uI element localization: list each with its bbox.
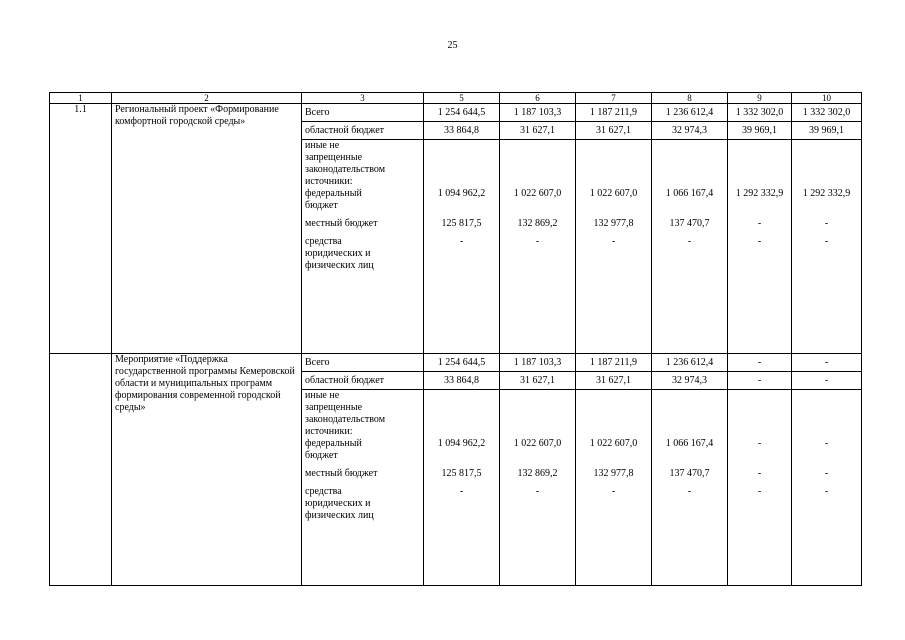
value-stack: [792, 140, 862, 354]
value-stack: [728, 390, 792, 586]
value-cell: 1 094 962,2: [437, 438, 486, 449]
value-cell: -: [792, 354, 862, 372]
federal-label: федеральный: [305, 438, 362, 449]
value-cell: -: [611, 486, 616, 497]
item-name: Мероприятие «Поддержка государственной программы Кемеровской области и муниципальных программ формирования современной городской среды»: [112, 354, 302, 586]
value-cell: 1 332 302,0: [792, 104, 862, 122]
value-cell: -: [728, 372, 792, 390]
value-cell: -: [459, 236, 464, 247]
value-cell: 39 969,1: [728, 122, 792, 140]
legal-label: юридических и: [305, 498, 371, 509]
item-number: 1.1: [50, 104, 112, 354]
value-cell: 32 974,3: [652, 372, 728, 390]
legal-label: юридических и: [305, 248, 371, 259]
value-cell: -: [824, 486, 829, 497]
value-cell: 31 627,1: [576, 122, 652, 140]
value-cell: 125 817,5: [441, 218, 482, 229]
value-stack: [424, 140, 500, 354]
value-cell: 1 066 167,4: [665, 438, 714, 449]
value-cell: -: [535, 486, 540, 497]
value-cell: 39 969,1: [792, 122, 862, 140]
column-number: 8: [652, 93, 728, 104]
value-cell: 137 470,7: [669, 218, 710, 229]
value-cell: -: [824, 468, 829, 479]
total-row: [50, 104, 862, 122]
row-label: областной бюджет: [302, 372, 424, 390]
value-stack: [728, 140, 792, 354]
value-stack: [500, 390, 576, 586]
other-sources-line: законодательством: [305, 164, 386, 175]
legal-label: физических лиц: [305, 510, 374, 521]
value-cell: -: [687, 486, 692, 497]
local-label: местный бюджет: [305, 218, 378, 229]
legal-label: средства: [305, 236, 342, 247]
budget-table: [49, 92, 862, 586]
value-cell: -: [757, 486, 762, 497]
value-cell: 125 817,5: [441, 468, 482, 479]
row-label: областной бюджет: [302, 122, 424, 140]
value-cell: 1 236 612,4: [652, 354, 728, 372]
total-row: [50, 354, 862, 372]
value-cell: 1 094 962,2: [437, 188, 486, 199]
value-cell: -: [757, 236, 762, 247]
value-cell: 31 627,1: [500, 122, 576, 140]
item-number: [50, 354, 112, 586]
item-name: Региональный проект «Формирование комфортной городской среды»: [112, 104, 302, 354]
value-cell: -: [459, 486, 464, 497]
value-stack: [424, 390, 500, 586]
value-cell: -: [611, 236, 616, 247]
value-cell: -: [757, 218, 762, 229]
value-cell: 132 869,2: [517, 468, 558, 479]
value-cell: 1 292 332,9: [802, 188, 851, 199]
local-label: местный бюджет: [305, 468, 378, 479]
value-cell: -: [687, 236, 692, 247]
value-cell: -: [824, 438, 829, 449]
value-cell: 1 187 211,9: [576, 104, 652, 122]
value-cell: 132 977,8: [593, 468, 634, 479]
value-cell: 31 627,1: [576, 372, 652, 390]
value-cell: 33 864,8: [424, 122, 500, 140]
other-sources-line: иные не: [305, 390, 340, 401]
value-cell: 1 187 211,9: [576, 354, 652, 372]
column-number: 7: [576, 93, 652, 104]
column-number: 9: [728, 93, 792, 104]
federal-label: бюджет: [305, 450, 338, 461]
value-cell: 33 864,8: [424, 372, 500, 390]
value-stack: [576, 140, 652, 354]
value-cell: 1 022 607,0: [589, 438, 638, 449]
value-cell: -: [824, 218, 829, 229]
value-cell: -: [757, 468, 762, 479]
value-cell: 1 022 607,0: [589, 188, 638, 199]
column-number: 6: [500, 93, 576, 104]
federal-label: федеральный: [305, 188, 362, 199]
column-number-row: [50, 93, 862, 104]
column-number: 10: [792, 93, 862, 104]
value-cell: 1 022 607,0: [513, 438, 562, 449]
value-cell: 1 187 103,3: [500, 354, 576, 372]
value-cell: 1 332 302,0: [728, 104, 792, 122]
value-cell: -: [792, 372, 862, 390]
sources-labels: [302, 140, 424, 354]
value-stack: [500, 140, 576, 354]
value-cell: 31 627,1: [500, 372, 576, 390]
sources-labels: [302, 390, 424, 586]
row-label: Всего: [302, 354, 424, 372]
federal-label: бюджет: [305, 200, 338, 211]
other-sources-line: иные не: [305, 140, 340, 151]
value-cell: 1 254 644,5: [424, 354, 500, 372]
value-stack: [576, 390, 652, 586]
value-stack: [652, 140, 728, 354]
value-cell: 1 292 332,9: [735, 188, 784, 199]
legal-label: средства: [305, 486, 342, 497]
other-sources-line: запрещенные: [305, 402, 363, 413]
value-cell: -: [757, 438, 762, 449]
value-cell: 1 066 167,4: [665, 188, 714, 199]
legal-label: физических лиц: [305, 260, 374, 271]
other-sources-line: источники:: [305, 176, 353, 187]
value-cell: 132 869,2: [517, 218, 558, 229]
other-sources-line: законодательством: [305, 414, 386, 425]
value-cell: 1 187 103,3: [500, 104, 576, 122]
value-cell: -: [728, 354, 792, 372]
column-number: 5: [424, 93, 500, 104]
page-number: 25: [447, 40, 458, 51]
value-stack: [792, 390, 862, 586]
other-sources-line: источники:: [305, 426, 353, 437]
value-cell: 1 254 644,5: [424, 104, 500, 122]
value-stack: [652, 390, 728, 586]
column-number: 1: [50, 93, 112, 104]
value-cell: -: [824, 236, 829, 247]
value-cell: 32 974,3: [652, 122, 728, 140]
value-cell: 137 470,7: [669, 468, 710, 479]
value-cell: 1 022 607,0: [513, 188, 562, 199]
other-sources-line: запрещенные: [305, 152, 363, 163]
column-number: 2: [112, 93, 302, 104]
row-label: Всего: [302, 104, 424, 122]
value-cell: 132 977,8: [593, 218, 634, 229]
value-cell: 1 236 612,4: [652, 104, 728, 122]
value-cell: -: [535, 236, 540, 247]
column-number: 3: [302, 93, 424, 104]
